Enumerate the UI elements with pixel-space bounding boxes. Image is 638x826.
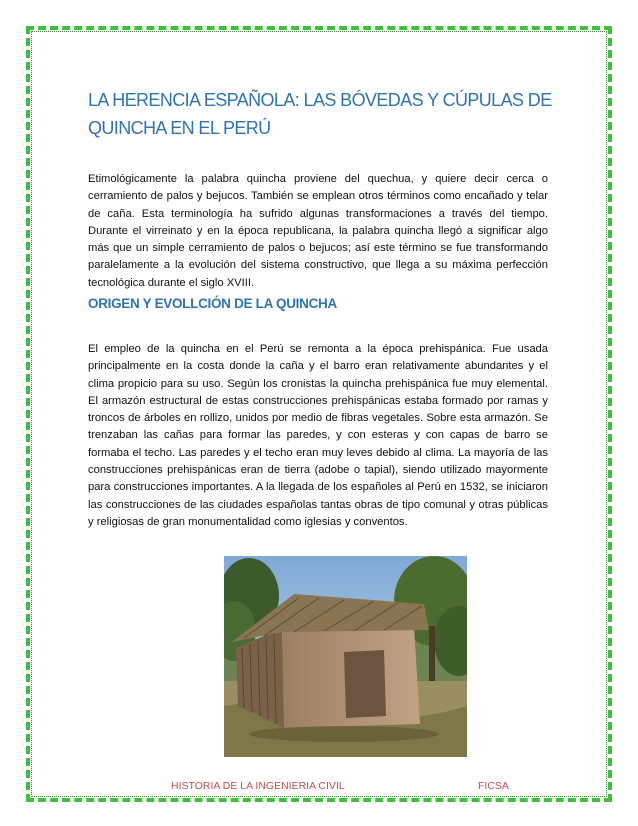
paragraph-origin: El empleo de la quincha en el Perú se remonta a la época prehispánica. Fue usada principalmente en la costa donde la caña y el barro eran relativamente abundantes y el clima propicio para su uso. Según los cronistas la quincha prehispánica fue muy elemental. El armazón estructural de estas construcciones prehispánicas estaba formado por ramas y troncos de árboles en rollizo, unidos por medio de fibras vegetales. Sobre esta armazón. Se trenzaban las cañas para formar las paredes, y con esteras y con capas de barro se formaba el techo. Las paredes y el techo eran muy leves debido al clima. La mayoría de las construcciones prehispánicas eran de tierra (adobe o tapial), siendo utilizado mayormente para construcciones importantes. A la llegada de los españoles al Perú en 1532, se iniciaron las construcciones de las ciudades españolas tantas obras de tipo comunal y otras públicas y religiosas de gran monumentalidad como iglesias y conventos. (88, 343, 548, 528)
footer-course: HISTORIA DE LA INGENIERIA CIVIL (171, 780, 345, 792)
paragraph-etymology: Etimológicamente la palabra quincha proviene del quechua, y quiere decir cerca o cerramiento de palos y bejucos. También se emplean otros términos como encañado y telar de caña. Esta terminología ha sufrido algunas transformaciones a través del tiempo. Durante el virreinato y en la época republicana, la palabra quincha llegó a significar algo más que un simple cerramiento de palos o bejucos; así este término se fue transformando paralelamente a la evolución del sistema constructivo, que llega a su máxima perfección tecnológica durante el siglo XVIII. (88, 173, 548, 289)
quincha-hut-illustration (224, 556, 467, 757)
document-title: LA HERENCIA ESPAÑOLA: LAS BÓVEDAS Y CÚPULAS DE QUINCHA EN EL PERÚ (88, 90, 552, 138)
footer-faculty: FICSA (478, 780, 509, 792)
section-heading: ORIGEN Y EVOLLCIÓN DE LA QUINCHA (88, 296, 337, 311)
quincha-hut-photo (224, 556, 467, 757)
